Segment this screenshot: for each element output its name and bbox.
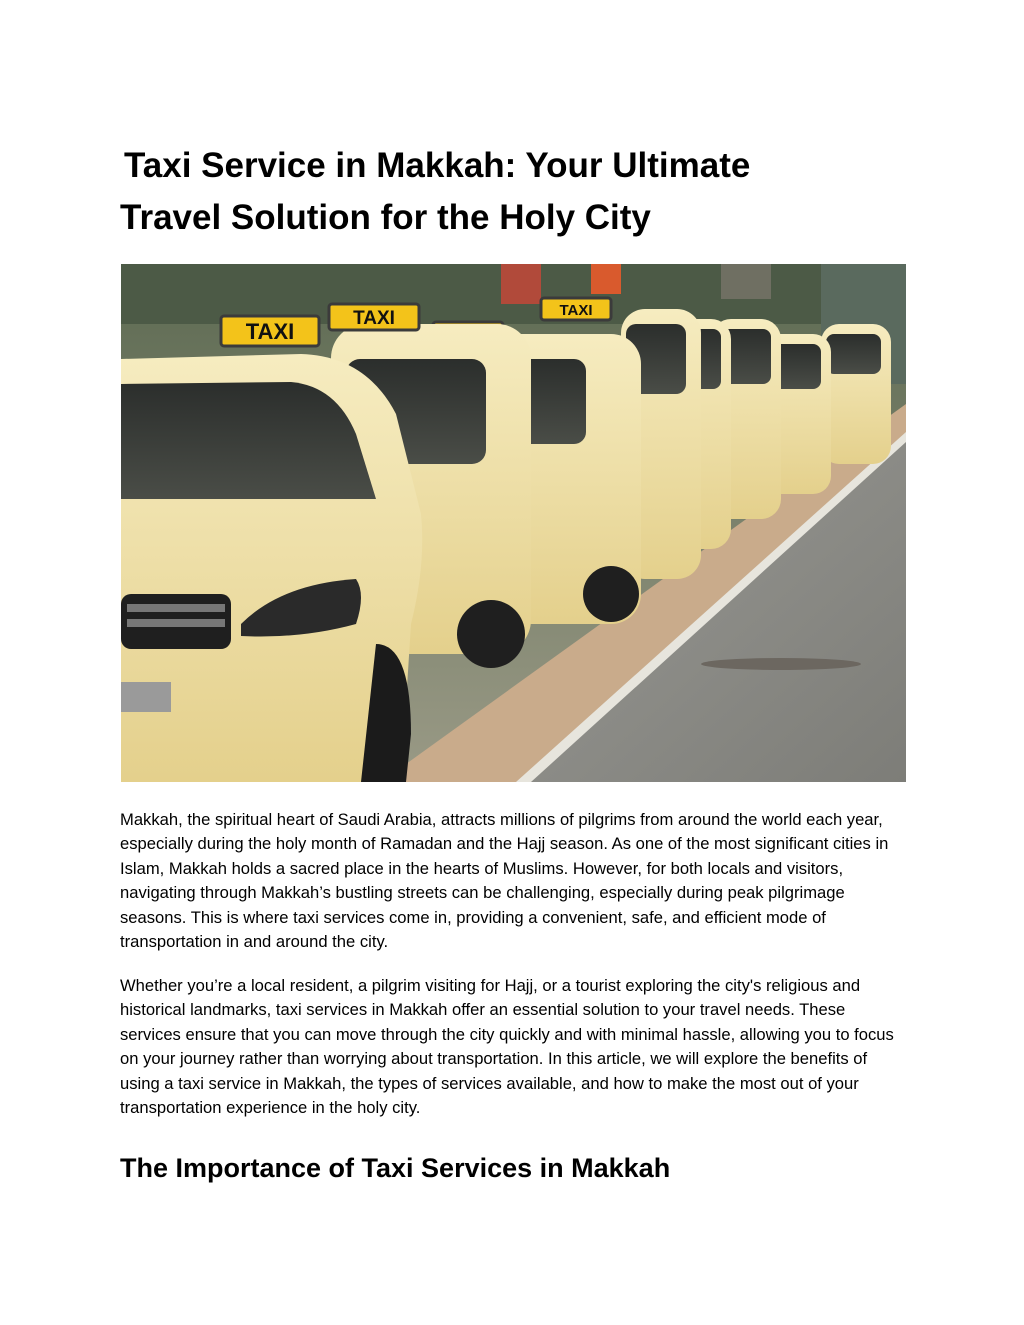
svg-text:TAXI: TAXI — [353, 308, 395, 329]
taxi-row-photo — [121, 264, 906, 782]
svg-text:TAXI: TAXI — [245, 319, 295, 344]
page-title — [120, 140, 910, 244]
section-heading: The Importance of Taxi Services in Makkah — [120, 1153, 671, 1183]
title-line-2: Travel Solution for the Holy City — [120, 198, 651, 237]
overview-paragraph: Whether you’re a local resident, a pilgrim visiting for Hajj, or a tourist exploring the city's religious and historical landmarks, taxi services in Makkah offer an essential solution to your travel needs. These services ensure that you can move through the city quickly and with minimal hassle, allowing you to focus on your journey rather than worrying about transportation. In this article, we will explore the benefits of using a taxi service in Makkah, the types of services available, and how to make the most out of your transportation experience in the holy city. — [120, 976, 894, 1118]
title-line-1: Taxi Service in Makkah: Your Ultimate — [124, 146, 751, 185]
intro-paragraph: Makkah, the spiritual heart of Saudi Arabia, attracts millions of pilgrims from around the world each year, especially during the holy month of Ramadan and the Hajj season. As one of the most significant cities in Islam, Makkah holds a sacred place in the hearts of Muslims. However, for both locals and visitors, navigating through Makkah’s bustling streets can be challenging, especially during peak pilgrimage seasons. This is where taxi services come in, providing a convenient, safe, and efficient mode of transportation in and around the city. — [120, 810, 889, 952]
svg-text:TAXI: TAXI — [559, 302, 593, 319]
